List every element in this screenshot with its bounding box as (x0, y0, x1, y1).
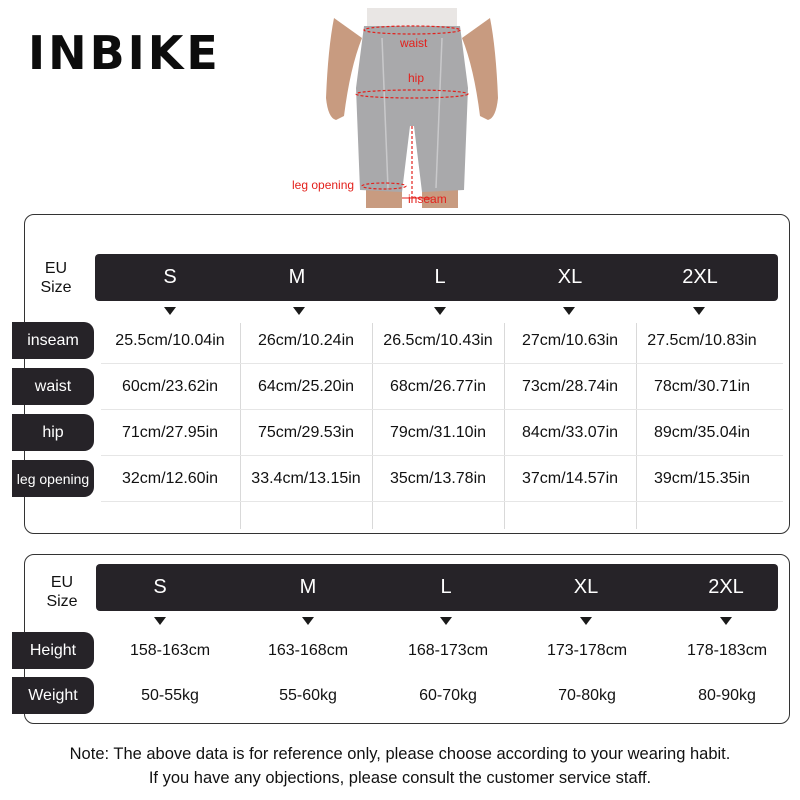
table-cell: 173-178cm (546, 642, 628, 659)
size-header-m: M (299, 576, 317, 598)
hip-measure-label: hip (408, 71, 425, 85)
measurement-size-table (16, 214, 790, 534)
table-cell: 60-70kg (419, 687, 477, 704)
grid-line (101, 363, 783, 364)
row-label-waist: waist (12, 368, 94, 405)
table-cell: 33.4cm/13.15in (251, 470, 361, 487)
arrow-down-icon (154, 617, 166, 625)
table-cell: 25.5cm/10.04in (115, 332, 225, 349)
row-label-inseam: inseam (12, 322, 94, 359)
inseam-measure-label: inseam (408, 192, 447, 206)
table-cell: 32cm/12.60in (121, 470, 219, 487)
table-cell: 163-168cm (267, 642, 349, 659)
note-line-2: If you have any objections, please consult the customer service staff. (148, 769, 652, 787)
size-header-l: L (440, 576, 452, 598)
arrow-down-icon (302, 617, 314, 625)
table-cell: 35cm/13.78in (389, 470, 487, 487)
table-cell: 73cm/28.74in (521, 378, 619, 395)
table-cell: 84cm/33.07in (521, 424, 619, 441)
waist-measure-label: waist (400, 36, 428, 50)
height-weight-table (24, 554, 790, 724)
size-header-m: M (288, 266, 306, 288)
table-cell: 26cm/10.24in (257, 332, 355, 349)
table-cell: 27.5cm/10.83in (647, 332, 757, 349)
size-header-2xl: 2XL (682, 266, 718, 288)
row-label-weight: Weight (12, 677, 94, 714)
table-cell: 178-183cm (686, 642, 768, 659)
table-cell: 27cm/10.63in (521, 332, 619, 349)
size-header-2xl: 2XL (708, 576, 744, 598)
table-cell: 75cm/29.53in (257, 424, 355, 441)
table-cell: 158-163cm (129, 642, 211, 659)
arrow-down-icon (164, 307, 176, 315)
arrow-down-icon (693, 307, 705, 315)
table-cell: 70-80kg (558, 687, 616, 704)
table-cell: 55-60kg (279, 687, 337, 704)
brand-logo: INBIKE (28, 26, 221, 80)
size-header-bar (96, 564, 778, 611)
size-header-s: S (163, 266, 177, 288)
table-cell: 64cm/25.20in (257, 378, 355, 395)
row-label-height: Height (12, 632, 94, 669)
table-cell: 39cm/15.35in (653, 470, 751, 487)
table-cell: 37cm/14.57in (521, 470, 619, 487)
table-cell: 50-55kg (141, 687, 199, 704)
arrow-down-icon (580, 617, 592, 625)
table-cell: 78cm/30.71in (653, 378, 751, 395)
size-header-xl: XL (573, 576, 599, 598)
arrow-down-icon (720, 617, 732, 625)
size-header-xl: XL (557, 266, 583, 288)
arrow-down-icon (440, 617, 452, 625)
size-header-l: L (434, 266, 446, 288)
shorts-figure (292, 8, 502, 208)
table-cell: 68cm/26.77in (389, 378, 487, 395)
table-cell: 71cm/27.95in (121, 424, 219, 441)
leg-opening-measure-label: leg opening (292, 178, 355, 192)
table-cell: 60cm/23.62in (121, 378, 219, 395)
grid-line (101, 409, 783, 410)
arrow-down-icon (434, 307, 446, 315)
arrow-down-icon (563, 307, 575, 315)
row-label-leg-opening: leg opening (12, 460, 94, 497)
table-cell: 89cm/35.04in (653, 424, 751, 441)
table-cell: 26.5cm/10.43in (383, 332, 493, 349)
table-cell: 79cm/31.10in (389, 424, 487, 441)
row-label-hip: hip (12, 414, 94, 451)
eu-size-label: EU Size (40, 260, 72, 296)
eu-size-label: EU Size (46, 574, 78, 610)
grid-line (101, 455, 783, 456)
size-header-s: S (153, 576, 167, 598)
arrow-down-icon (293, 307, 305, 315)
note-line-1: Note: The above data is for reference only, please choose according to your wearing habit. (69, 745, 731, 763)
size-header-bar (95, 254, 778, 301)
grid-line (101, 501, 783, 502)
table-cell: 168-173cm (407, 642, 489, 659)
table-cell: 80-90kg (698, 687, 756, 704)
